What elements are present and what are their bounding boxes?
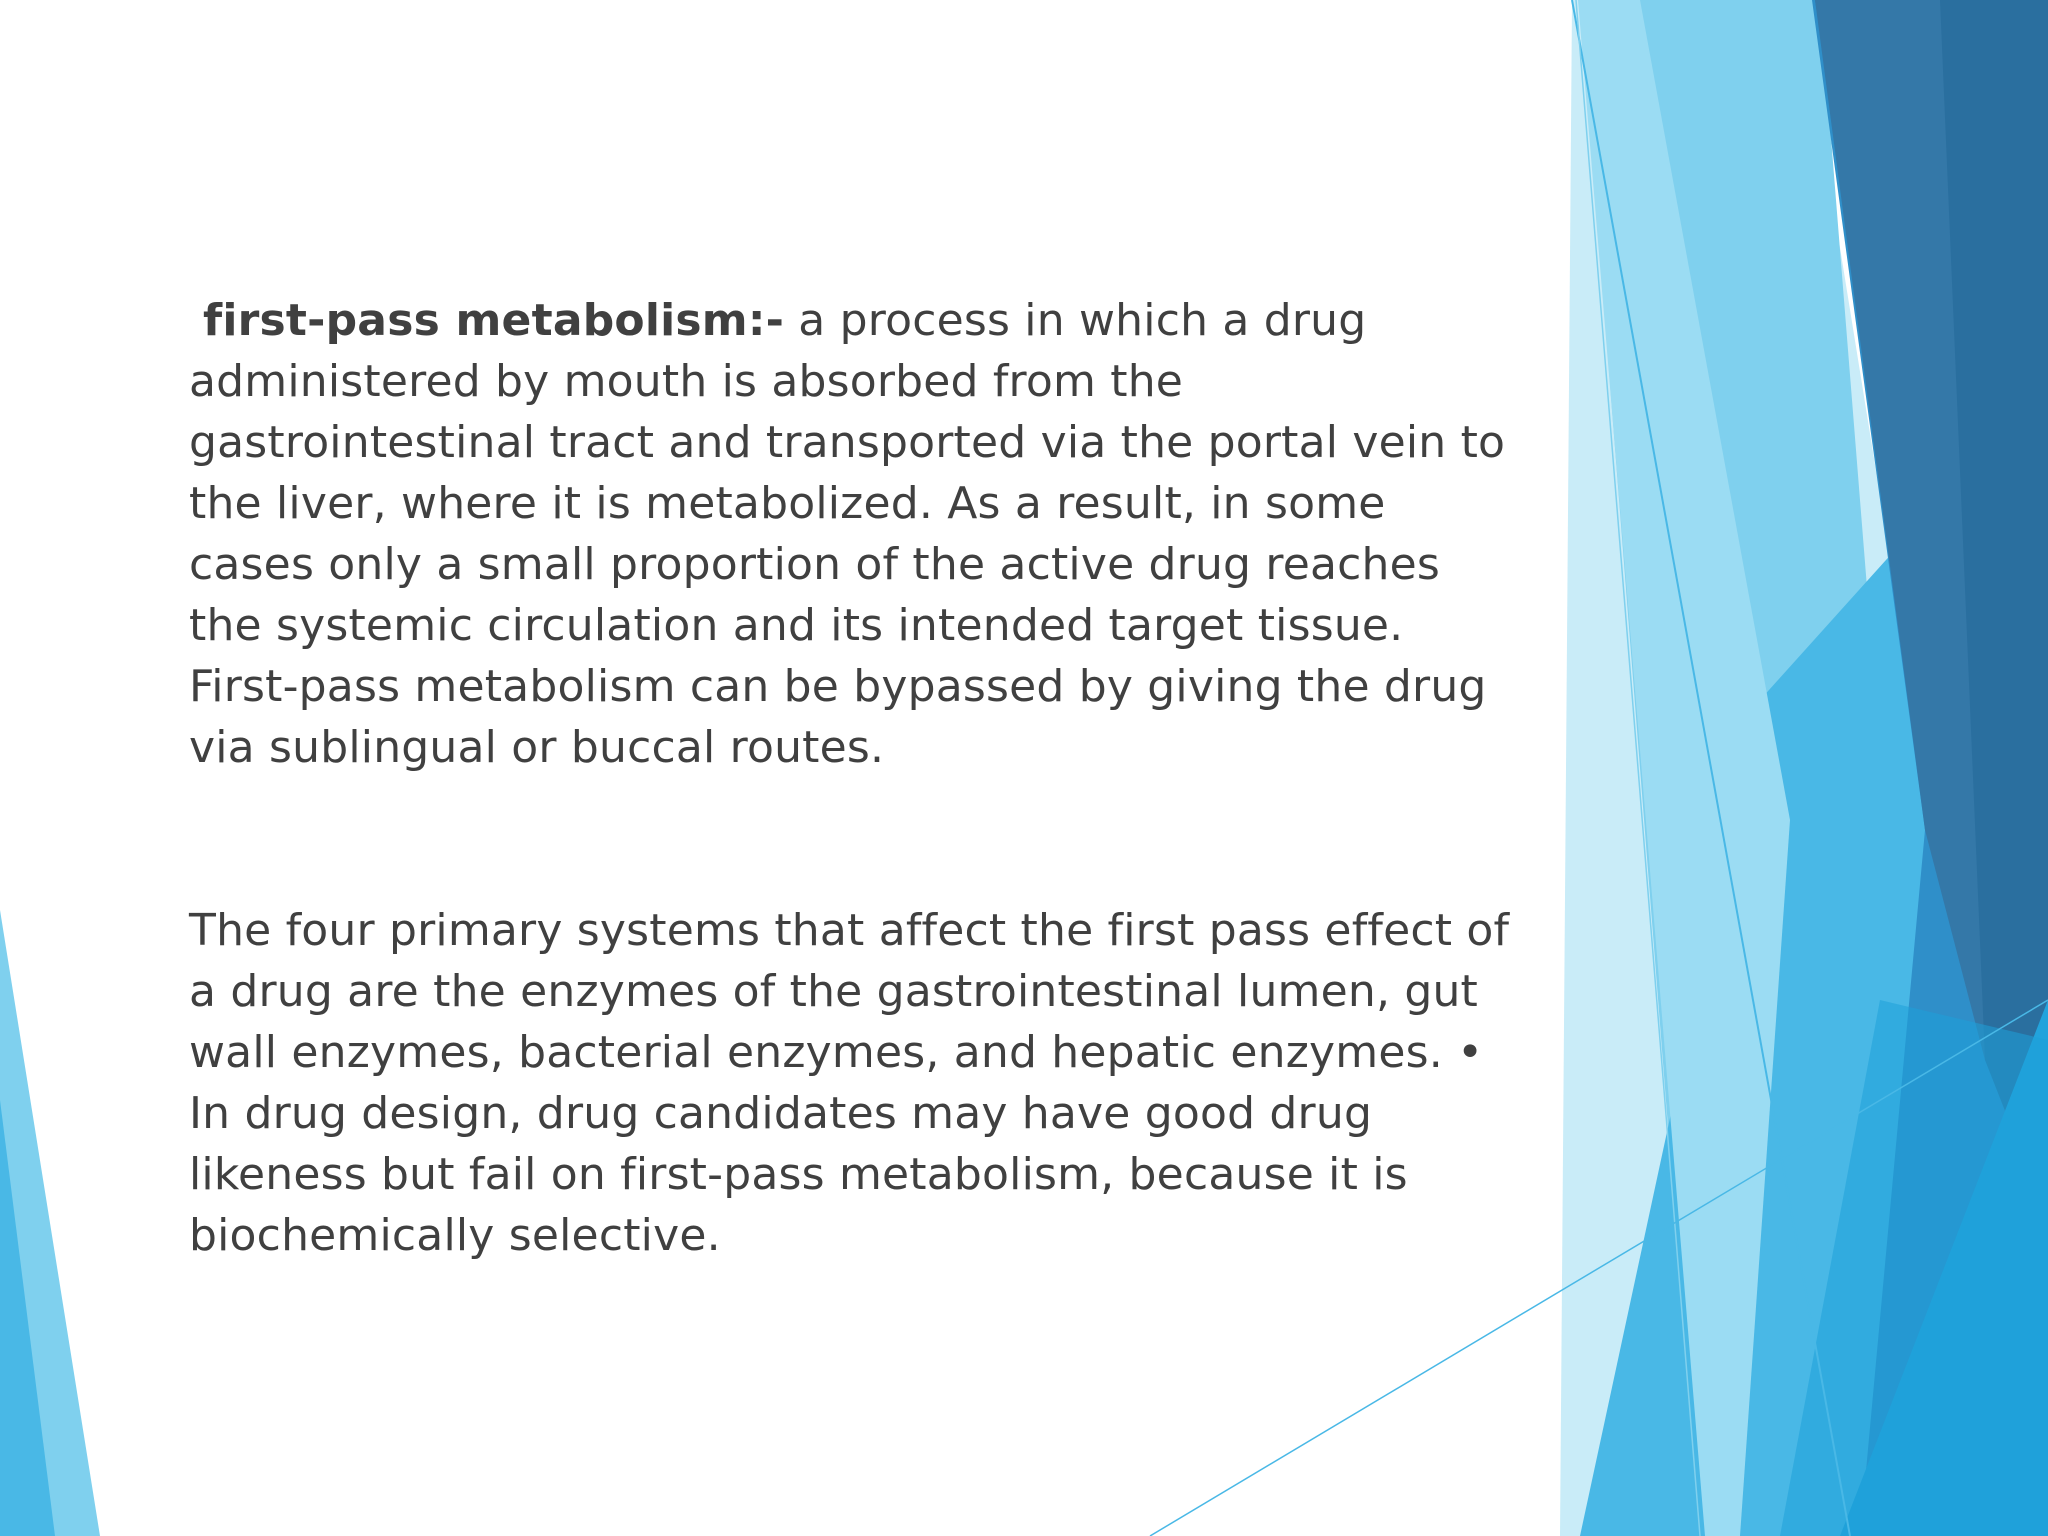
paragraph-first-pass-definition — [189, 290, 1589, 778]
text-line: a drug are the enzymes of the gastrointestinal lumen, gut — [189, 966, 1479, 1017]
text-line: In drug design, drug candidates may have good drug — [189, 1088, 1373, 1139]
text-line: likeness but fail on first-pass metabolism, because it is — [189, 1149, 1408, 1200]
text-line: biochemically selective. — [189, 1210, 721, 1261]
paragraph-four-primary-systems — [189, 900, 1589, 1266]
text-line: wall enzymes, bacterial enzymes, and hepatic enzymes. • — [189, 1027, 1484, 1078]
slide-body-text — [189, 290, 1589, 1266]
text-line: the liver, where it is metabolized. As a result, in some — [189, 478, 1386, 529]
text-line: gastrointestinal tract and transported via the portal vein to — [189, 417, 1506, 468]
text-line: cases only a small proportion of the active drug reaches — [189, 539, 1440, 590]
text-line: The four primary systems that affect the first pass effect of — [189, 905, 1510, 956]
text-line: administered by mouth is absorbed from the — [189, 356, 1184, 407]
text-line: a process in which a drug — [784, 295, 1367, 346]
text-line: via sublingual or buccal routes. — [189, 722, 885, 773]
term-first-pass-metabolism: first-pass metabolism:- — [203, 295, 785, 346]
text-line: the systemic circulation and its intended target tissue. — [189, 600, 1404, 651]
text-line: First-pass metabolism can be bypassed by giving the drug — [189, 661, 1487, 712]
